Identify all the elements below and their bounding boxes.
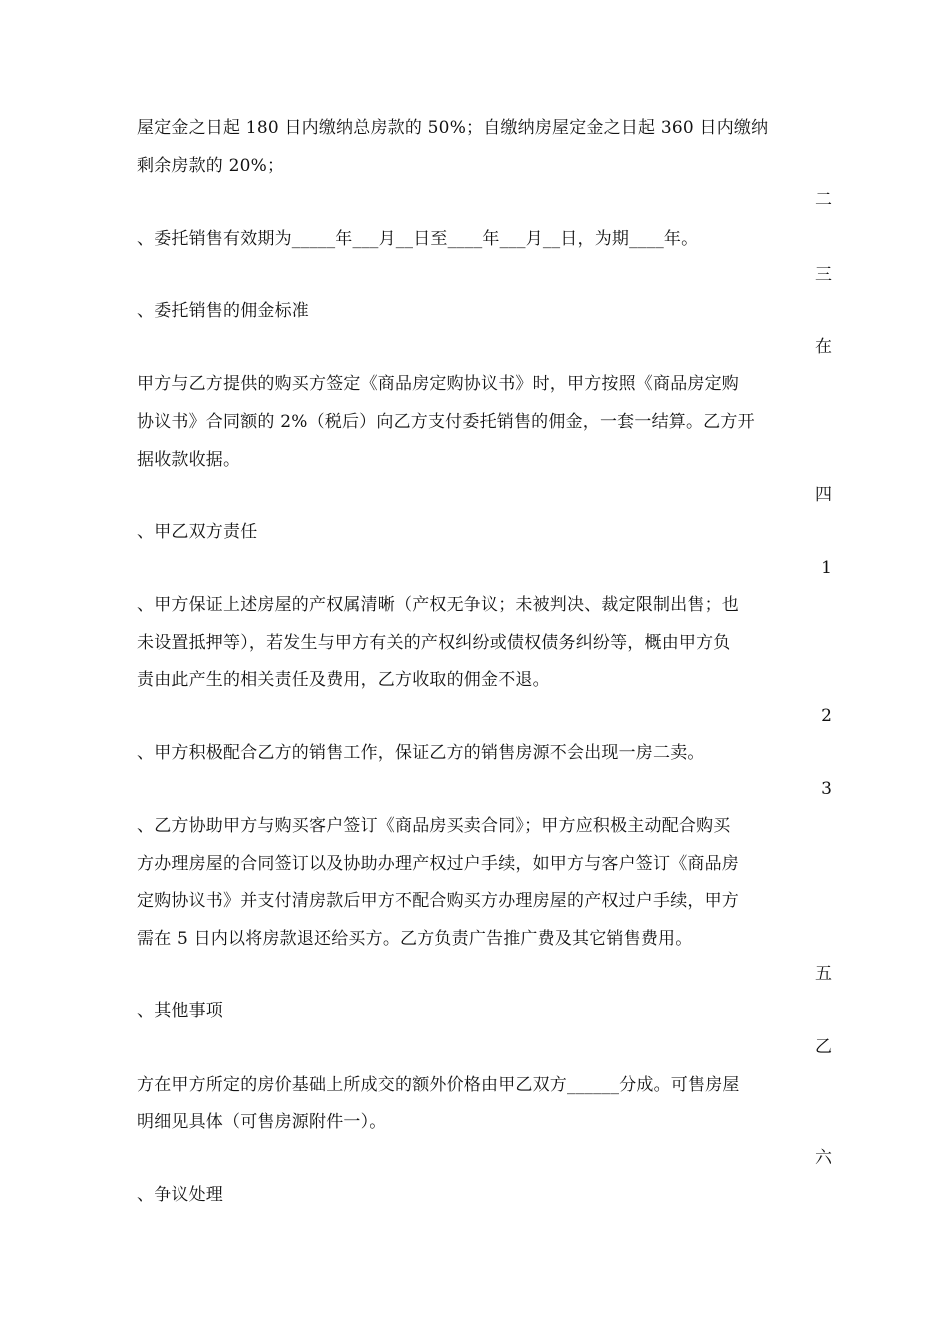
section-marker: 二 <box>815 190 832 210</box>
text-line: 、委托销售有效期为_____年___月__日至____年___月__日，为期____年。 <box>137 229 699 249</box>
text-line: 剩余房款的 20%； <box>137 156 285 176</box>
text-line: 需在 5 日内以将房款退还给买方。乙方负责广告推广费及其它销售费用。 <box>137 929 693 949</box>
text-line: 屋定金之日起 180 日内缴纳总房款的 50%；自缴纳房屋定金之日起 360 日内缴纳 <box>137 118 769 138</box>
text-line: 据收款收据。 <box>137 450 241 470</box>
text-line: 协议书》合同额的 2%（税后）向乙方支付委托销售的佣金，一套一结算。乙方开 <box>137 412 755 432</box>
text-line: 方办理房屋的合同签订以及协助办理产权过户手续，如甲方与客户签订《商品房 <box>137 854 739 874</box>
section-marker: 四 <box>815 485 832 505</box>
item-number: 3 <box>821 779 832 799</box>
text-line: 、乙方协助甲方与购买客户签订《商品房买卖合同》；甲方应积极主动配合购买 <box>137 816 731 836</box>
section-heading: 、甲乙双方责任 <box>137 522 258 542</box>
paragraph-start-char: 在 <box>815 337 832 357</box>
text-line: 明细见具体（可售房源附件一）。 <box>137 1112 387 1132</box>
section-marker: 六 <box>815 1148 832 1168</box>
text-line: 未设置抵押等），若发生与甲方有关的产权纠纷或债权债务纠纷等，概由甲方负 <box>137 633 731 653</box>
section-marker: 五 <box>815 964 832 984</box>
section-heading: 、委托销售的佣金标准 <box>137 301 309 321</box>
text-line: 责由此产生的相关责任及费用，乙方收取的佣金不退。 <box>137 670 550 690</box>
item-number: 2 <box>821 706 832 726</box>
paragraph-start-char: 乙 <box>815 1037 832 1057</box>
section-marker: 三 <box>815 265 832 285</box>
text-line: 定购协议书》并支付清房款后甲方不配合购买方办理房屋的产权过户手续，甲方 <box>137 891 739 911</box>
text-line: 甲方与乙方提供的购买方签定《商品房定购协议书》时，甲方按照《商品房定购 <box>137 374 739 394</box>
text-line: 、甲方保证上述房屋的产权属清晰（产权无争议；未被判决、裁定限制出售；也 <box>137 595 739 615</box>
item-number: 1 <box>821 558 832 578</box>
text-line: 方在甲方所定的房价基础上所成交的额外价格由甲乙双方______分成。可售房屋 <box>137 1075 740 1095</box>
text-line: 、甲方积极配合乙方的销售工作，保证乙方的销售房源不会出现一房二卖。 <box>137 743 705 763</box>
section-heading: 、其他事项 <box>137 1001 223 1021</box>
section-heading: 、争议处理 <box>137 1185 223 1205</box>
